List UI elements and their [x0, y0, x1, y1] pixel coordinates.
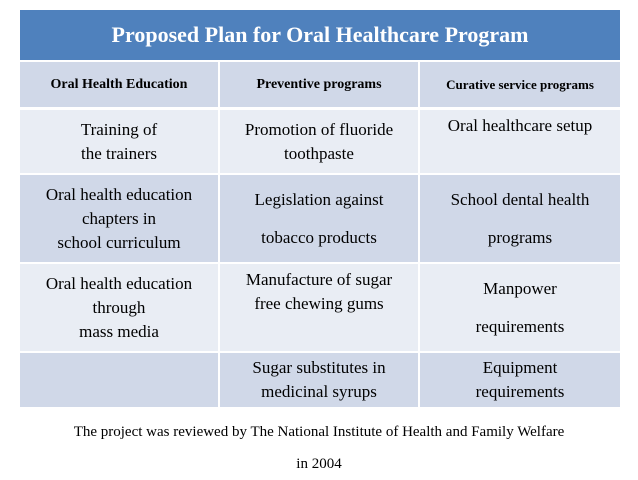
table-cell — [20, 175, 220, 264]
cell-text: Promotion of fluoride toothpaste — [244, 119, 394, 163]
column-header-preventive: Preventive programs — [220, 62, 420, 110]
cell-text: Sugar substitutes in medicinal syrups — [252, 358, 386, 401]
header-row — [20, 62, 620, 110]
table-row — [20, 175, 620, 264]
cell-text: School dental health programs — [450, 189, 590, 247]
plan-table — [20, 10, 620, 409]
table-title: Proposed Plan for Oral Healthcare Program — [20, 10, 620, 62]
review-note-line-2: in 2004 — [296, 456, 342, 472]
cell-text: Manpower requirements — [475, 278, 565, 336]
cell-text: Oral health education chapters in school curriculum — [45, 184, 193, 252]
cell-text: Training of the trainers — [80, 119, 158, 163]
cell-text: Oral healthcare setup — [447, 116, 593, 135]
cell-text: Manufacture of sugar free chewing gums — [245, 270, 393, 313]
table-cell — [220, 175, 420, 264]
cell-text: Legislation against tobacco products — [254, 189, 384, 247]
table-cell — [220, 264, 420, 353]
table-cell — [220, 353, 420, 409]
table-cell — [220, 110, 420, 175]
table-cell — [20, 264, 220, 353]
table-row — [20, 110, 620, 175]
cell-text: Equipment requirements — [475, 358, 565, 401]
column-header-education: Oral Health Education — [20, 62, 220, 110]
column-header-curative: Curative service programs — [420, 62, 620, 110]
review-note-line-1: The project was reviewed by The National Institute of Health and Family Welfare — [73, 424, 565, 440]
table-cell — [20, 110, 220, 175]
table-cell — [420, 175, 620, 264]
table-row — [20, 264, 620, 353]
table-row — [20, 353, 620, 409]
table-cell — [420, 353, 620, 409]
table-cell — [420, 264, 620, 353]
table-cell — [420, 110, 620, 175]
table-cell — [20, 353, 220, 409]
cell-text: Oral health education through mass media — [45, 273, 193, 341]
title-row — [20, 10, 620, 62]
review-note — [10, 416, 628, 480]
